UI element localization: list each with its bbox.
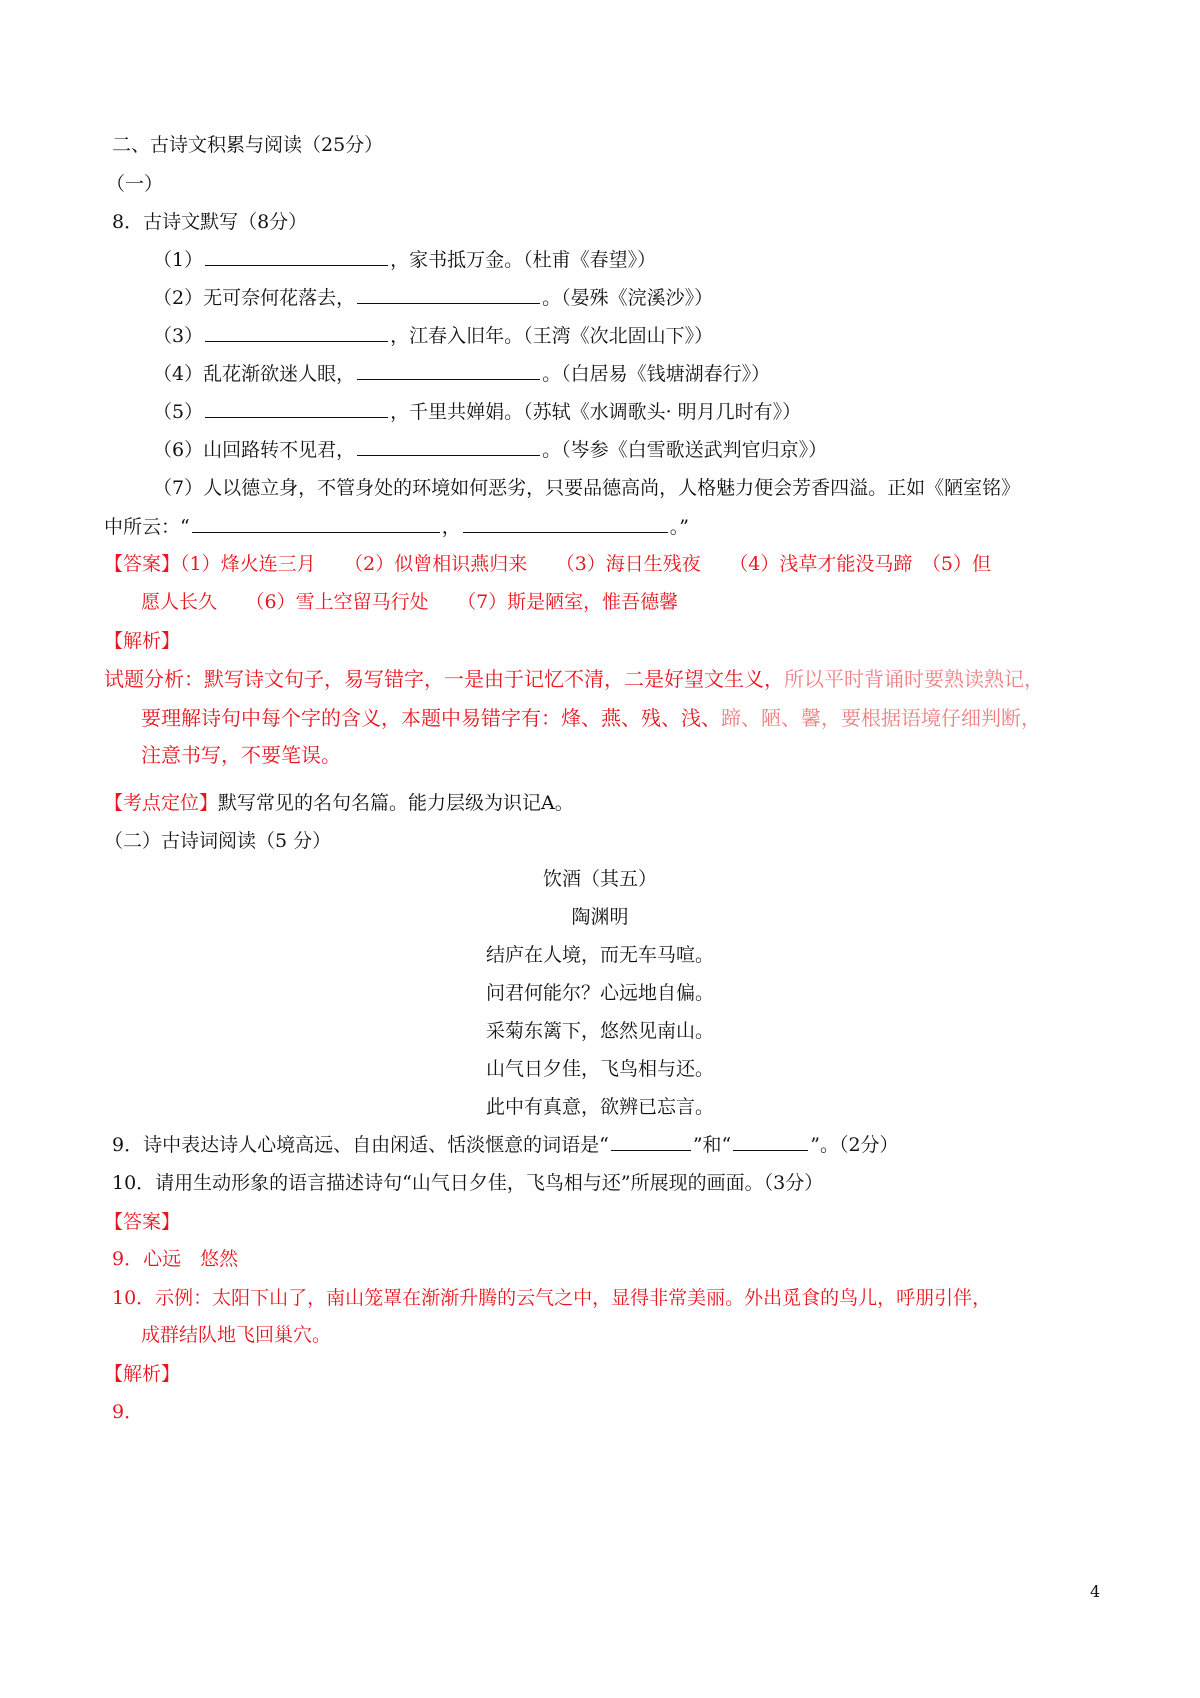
answer-blank[interactable] bbox=[733, 1132, 808, 1151]
poem-line: 问君何能尔？心远地自偏。 bbox=[485, 982, 714, 1004]
poem-title: 饮酒（其五） bbox=[542, 868, 657, 890]
question-9: 9．诗中表达诗人心境高远、自由闲适、恬淡惬意的词语是“ ”和“ ”。（2分） bbox=[112, 1134, 899, 1156]
analysis-text-line3: 注意书写，不要笔误。 bbox=[141, 743, 341, 767]
question-10: 10．请用生动形象的语言描述诗句“山气日夕佳，飞鸟相与还”所展现的画面。（3分） bbox=[112, 1172, 824, 1194]
answer-blank[interactable] bbox=[611, 1132, 691, 1151]
part-one-heading: （一） bbox=[106, 173, 164, 195]
kaodian-line: 【考点定位】默写常见的名句名篇。能力层级为识记A。 bbox=[104, 792, 574, 814]
analysis-label-2: 【解析】 bbox=[104, 1363, 181, 1385]
analysis-9: 9． bbox=[112, 1401, 144, 1423]
poem-author: 陶渊明 bbox=[571, 906, 629, 928]
poem-line: 结庐在人境，而无车马喧。 bbox=[485, 944, 714, 966]
poem-line: 山气日夕佳，飞鸟相与还。 bbox=[485, 1058, 714, 1080]
answer-blank[interactable] bbox=[357, 361, 540, 380]
analysis-label: 【解析】 bbox=[104, 630, 181, 652]
answer-blank[interactable] bbox=[205, 323, 388, 342]
answer-blank[interactable] bbox=[205, 247, 388, 266]
poem-line: 此中有真意，欲辨已忘言。 bbox=[485, 1096, 714, 1118]
q8-item-7-line2: 中所云：“ ， 。” bbox=[104, 516, 689, 538]
q8-item-7-line1: （7）人以德立身，不管身处的环境如何恶劣，只要品德高尚，人格魅力便会芳香四溢。正如《陋室铭》 bbox=[153, 477, 1021, 499]
answer-9: 9．心远 悠然 bbox=[112, 1248, 239, 1270]
answer-blank[interactable] bbox=[192, 514, 440, 533]
poem-line: 采菊东篱下，悠然见南山。 bbox=[485, 1020, 714, 1042]
question-8-title: 8．古诗文默写（8分） bbox=[112, 211, 308, 233]
q8-item-5: （5） ，千里共婵娟。（苏轼《水调歌头· 明月几时有》） bbox=[153, 401, 802, 423]
answer-label-2: 【答案】 bbox=[104, 1211, 181, 1233]
answer-blank[interactable] bbox=[463, 514, 668, 533]
answer-label: 【答案】 bbox=[104, 553, 181, 575]
q8-item-2: （2）无可奈何花落去， 。（晏殊《浣溪沙》） bbox=[153, 287, 714, 309]
answer-block-1-line1: 【答案】（1）烽火连三月 （2）似曾相识燕归来 （3）海日生残夜 （4）浅草才能没马蹄 （5）但 bbox=[104, 553, 991, 575]
page-number: 4 bbox=[1090, 1582, 1101, 1601]
answer-blank[interactable] bbox=[357, 285, 540, 304]
answer-blank[interactable] bbox=[357, 437, 540, 456]
answer-10-line1: 10．示例：太阳下山了，南山笼罩在渐渐升腾的云气之中，显得非常美丽。外出觅食的鸟儿，呼朋引伴， bbox=[112, 1287, 992, 1309]
kaodian-label: 【考点定位】 bbox=[104, 792, 219, 814]
answer-blank[interactable] bbox=[205, 399, 388, 418]
q8-item-3: （3） ，江春入旧年。（王湾《次北固山下》） bbox=[153, 325, 714, 347]
answer-block-1-line2: 愿人长久 （6）雪上空留马行处 （7）斯是陋室，惟吾德馨 bbox=[141, 591, 679, 613]
q8-item-6: （6）山回路转不见君， 。（岑参《白雪歌送武判官归京》） bbox=[153, 439, 828, 461]
q8-item-1: （1） ，家书抵万金。（杜甫《春望》） bbox=[153, 249, 657, 271]
section-title: 二、古诗文积累与阅读（25分） bbox=[112, 134, 384, 156]
analysis-text-line1: 试题分析：默写诗文句子，易写错字，一是由于记忆不清，二是好望文生义，所以平时背诵时要熟读熟记， bbox=[104, 667, 1044, 691]
q8-item-4: （4）乱花渐欲迷人眼， 。（白居易《钱塘湖春行》） bbox=[153, 363, 771, 385]
analysis-text-line2: 要理解诗句中每个字的含义，本题中易错字有：烽、燕、残、浅、蹄、陋、馨，要根据语境仔细判断， bbox=[141, 706, 1041, 730]
answer-10-line2: 成群结队地飞回巢穴。 bbox=[141, 1324, 332, 1346]
part-two-heading: （二）古诗词阅读（5 分） bbox=[104, 830, 332, 852]
